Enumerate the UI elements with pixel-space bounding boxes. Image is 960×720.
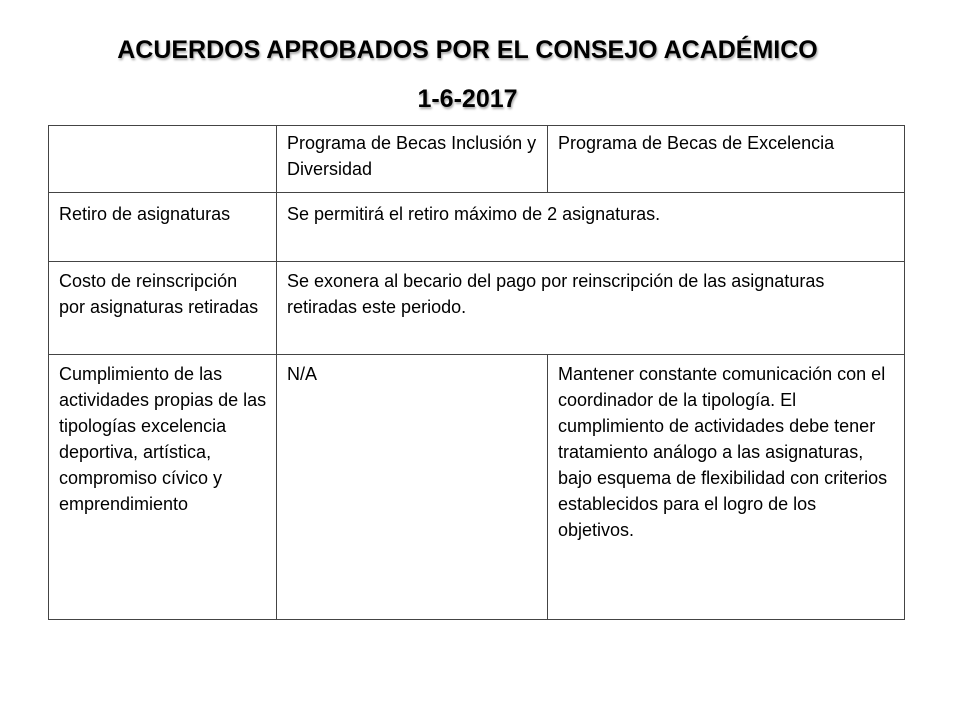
agreements-table [48,125,905,620]
row-label-cumplimiento: Cumplimiento de las actividades propias de las tipologías excelencia deportiva, artística, compromiso cívico y emprendimiento [49,355,277,620]
header-empty-cell [49,126,277,193]
row-label-costo: Costo de reinscripción por asignaturas retiradas [49,262,277,355]
header-excellence-program: Programa de Becas de Excelencia [548,126,905,193]
table-row [49,355,905,620]
table-row [49,193,905,262]
row-value-costo: Se exonera al becario del pago por reinscripción de las asignaturas retiradas este periodo. [277,262,905,355]
row-value-retiro: Se permitirá el retiro máximo de 2 asignaturas. [277,193,905,262]
row-label-retiro: Retiro de asignaturas [49,193,277,262]
table-row [49,262,905,355]
table-header-row [49,126,905,193]
row-value-cumplimiento-inclusion: N/A [277,355,548,620]
header-inclusion-program: Programa de Becas Inclusión y Diversidad [277,126,548,193]
row-value-cumplimiento-excelencia: Mantener constante comunicación con el coordinador de la tipología. El cumplimiento de actividades debe tener tratamiento análogo a las asignaturas, bajo esquema de flexibilidad con criterios establecidos para el logro de los objetivos. [548,355,905,620]
page-title: ACUERDOS APROBADOS POR EL CONSEJO ACADÉMICO [117,36,818,64]
page-date: 1-6-2017 [417,85,518,113]
